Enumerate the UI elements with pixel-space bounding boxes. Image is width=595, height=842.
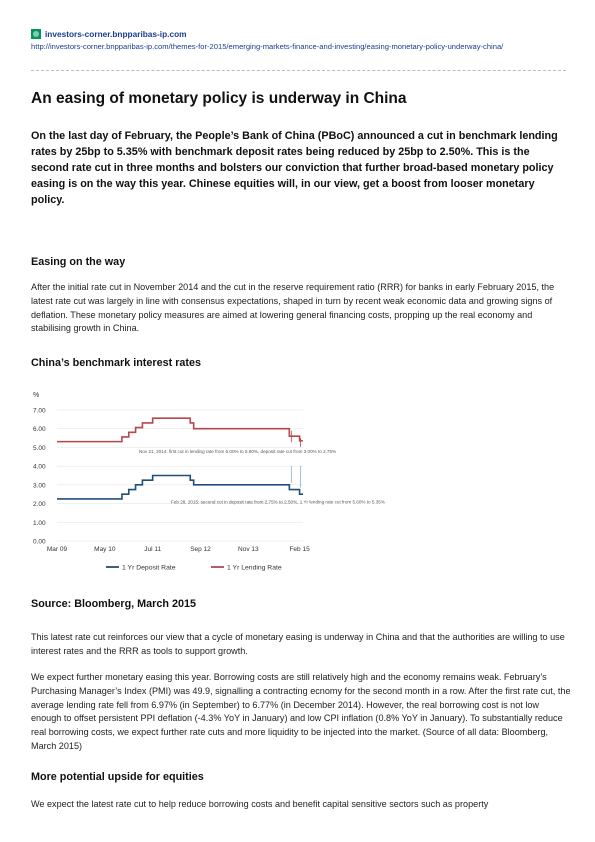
y-tick-label: 7.00 bbox=[33, 407, 46, 415]
article-title: An easing of monetary policy is underway in China bbox=[31, 90, 407, 107]
chart-source: Source: Bloomberg, March 2015 bbox=[31, 598, 197, 610]
article-lede: On the last day of February, the People’s Bank of China (PBoC) announced a cut in benchmark lending rates by 25bp to 5.35% with benchmark deposit rates being reduced by 25bp to 2.50%. This is the second rate cut in three months and bolsters our conviction that further broad-based monetary policy easing is on the way this year. Chinese equities will, in our view, get a boost from looser monetary policy. bbox=[31, 130, 558, 206]
y-tick-label: 1.00 bbox=[33, 519, 46, 527]
y-tick-label: 0.00 bbox=[33, 538, 46, 546]
legend-label-lending: 1 Yr Lending Rate bbox=[227, 564, 282, 572]
paragraph-1: After the initial rate cut in November 2014 and the cut in the reserve requirement ratio (RRR) for banks in early February 2015, the latest rate cut was largely in line with consensus expectations, shaped in turn by recent weak economic data and growing signs of deflation. These monetary policy measures are aimed at lowering general financing costs, propping up the real economy and stabilising growth in China. bbox=[31, 282, 555, 334]
legend-label-deposit: 1 Yr Deposit Rate bbox=[122, 564, 176, 572]
interest-rate-chart bbox=[31, 385, 385, 580]
x-tick-label: May 10 bbox=[94, 546, 116, 553]
header-divider bbox=[31, 70, 566, 71]
x-tick-label: Sep 12 bbox=[190, 546, 211, 553]
bnp-logo-icon bbox=[31, 29, 41, 39]
y-tick-label: 2.00 bbox=[33, 501, 46, 509]
series-line-lending bbox=[57, 418, 303, 441]
y-axis-unit-label: % bbox=[33, 392, 40, 399]
annotation-1: Nov 21, 2014: first cut in lending rate from 6.00% to 5.60%, deposit rate cut from 3.00% to 2.75% bbox=[139, 449, 337, 455]
paragraph-3: We expect further monetary easing this year. Borrowing costs are still relatively high and the economy remains weak. February’s Purchasing Manager’s Index (PMI) was 49.9, signalling a contracting ecnomy for the second month in a row. After the first rate cut, the average lending rate fell from 6.97% (in September) to 6.77% (in December 2014). However, the real borrowing cost is not low enough to offset persistent PPI deflation (-4.3% YoY in January) and low CPI inflation (0.8% YoY in January). To substantially reduce real borrowing costs, we expect further rate cuts and more liquidity to be injected into the market. (Source of all data: Bloomberg, March 2015) bbox=[31, 672, 571, 751]
y-tick-label: 6.00 bbox=[33, 426, 46, 434]
x-tick-label: Mar 09 bbox=[46, 546, 68, 553]
section-heading-easing: Easing on the way bbox=[31, 256, 126, 268]
x-tick-label: Nov 13 bbox=[238, 546, 259, 553]
site-link[interactable]: investors-corner.bnpparibas-ip.com bbox=[45, 29, 187, 39]
x-tick-label: Jul 11 bbox=[144, 546, 162, 553]
y-tick-label: 3.00 bbox=[33, 482, 46, 490]
y-tick-label: 4.00 bbox=[33, 463, 46, 471]
y-tick-label: 5.00 bbox=[33, 444, 46, 452]
annotation-2: Feb 28, 2015: second cut in deposit rate from 2.75% to 2.50%, 1 Yr lending rate cut from 5.60% to 5.35% bbox=[171, 499, 385, 505]
page-header bbox=[31, 28, 571, 52]
series-line-deposit bbox=[57, 476, 303, 499]
chart-svg bbox=[31, 385, 385, 580]
chart-heading: China’s benchmark interest rates bbox=[31, 357, 202, 369]
x-tick-label: Feb 15 bbox=[289, 546, 310, 553]
paragraph-2: This latest rate cut reinforces our view that a cycle of monetary easing is underway in China and that the authorities are willing to use interest rates and the RRR as tools to support growth. bbox=[31, 632, 565, 656]
paragraph-4: We expect the latest rate cut to help reduce borrowing costs and benefit capital sensitive sectors such as property bbox=[31, 799, 489, 809]
section-heading-equities: More potential upside for equities bbox=[31, 771, 204, 783]
article-url[interactable]: http://investors-corner.bnpparibas-ip.com/themes-for-2015/emerging-markets-finance-and-investing/easing-monetary-policy-underway-china/ bbox=[31, 42, 504, 51]
